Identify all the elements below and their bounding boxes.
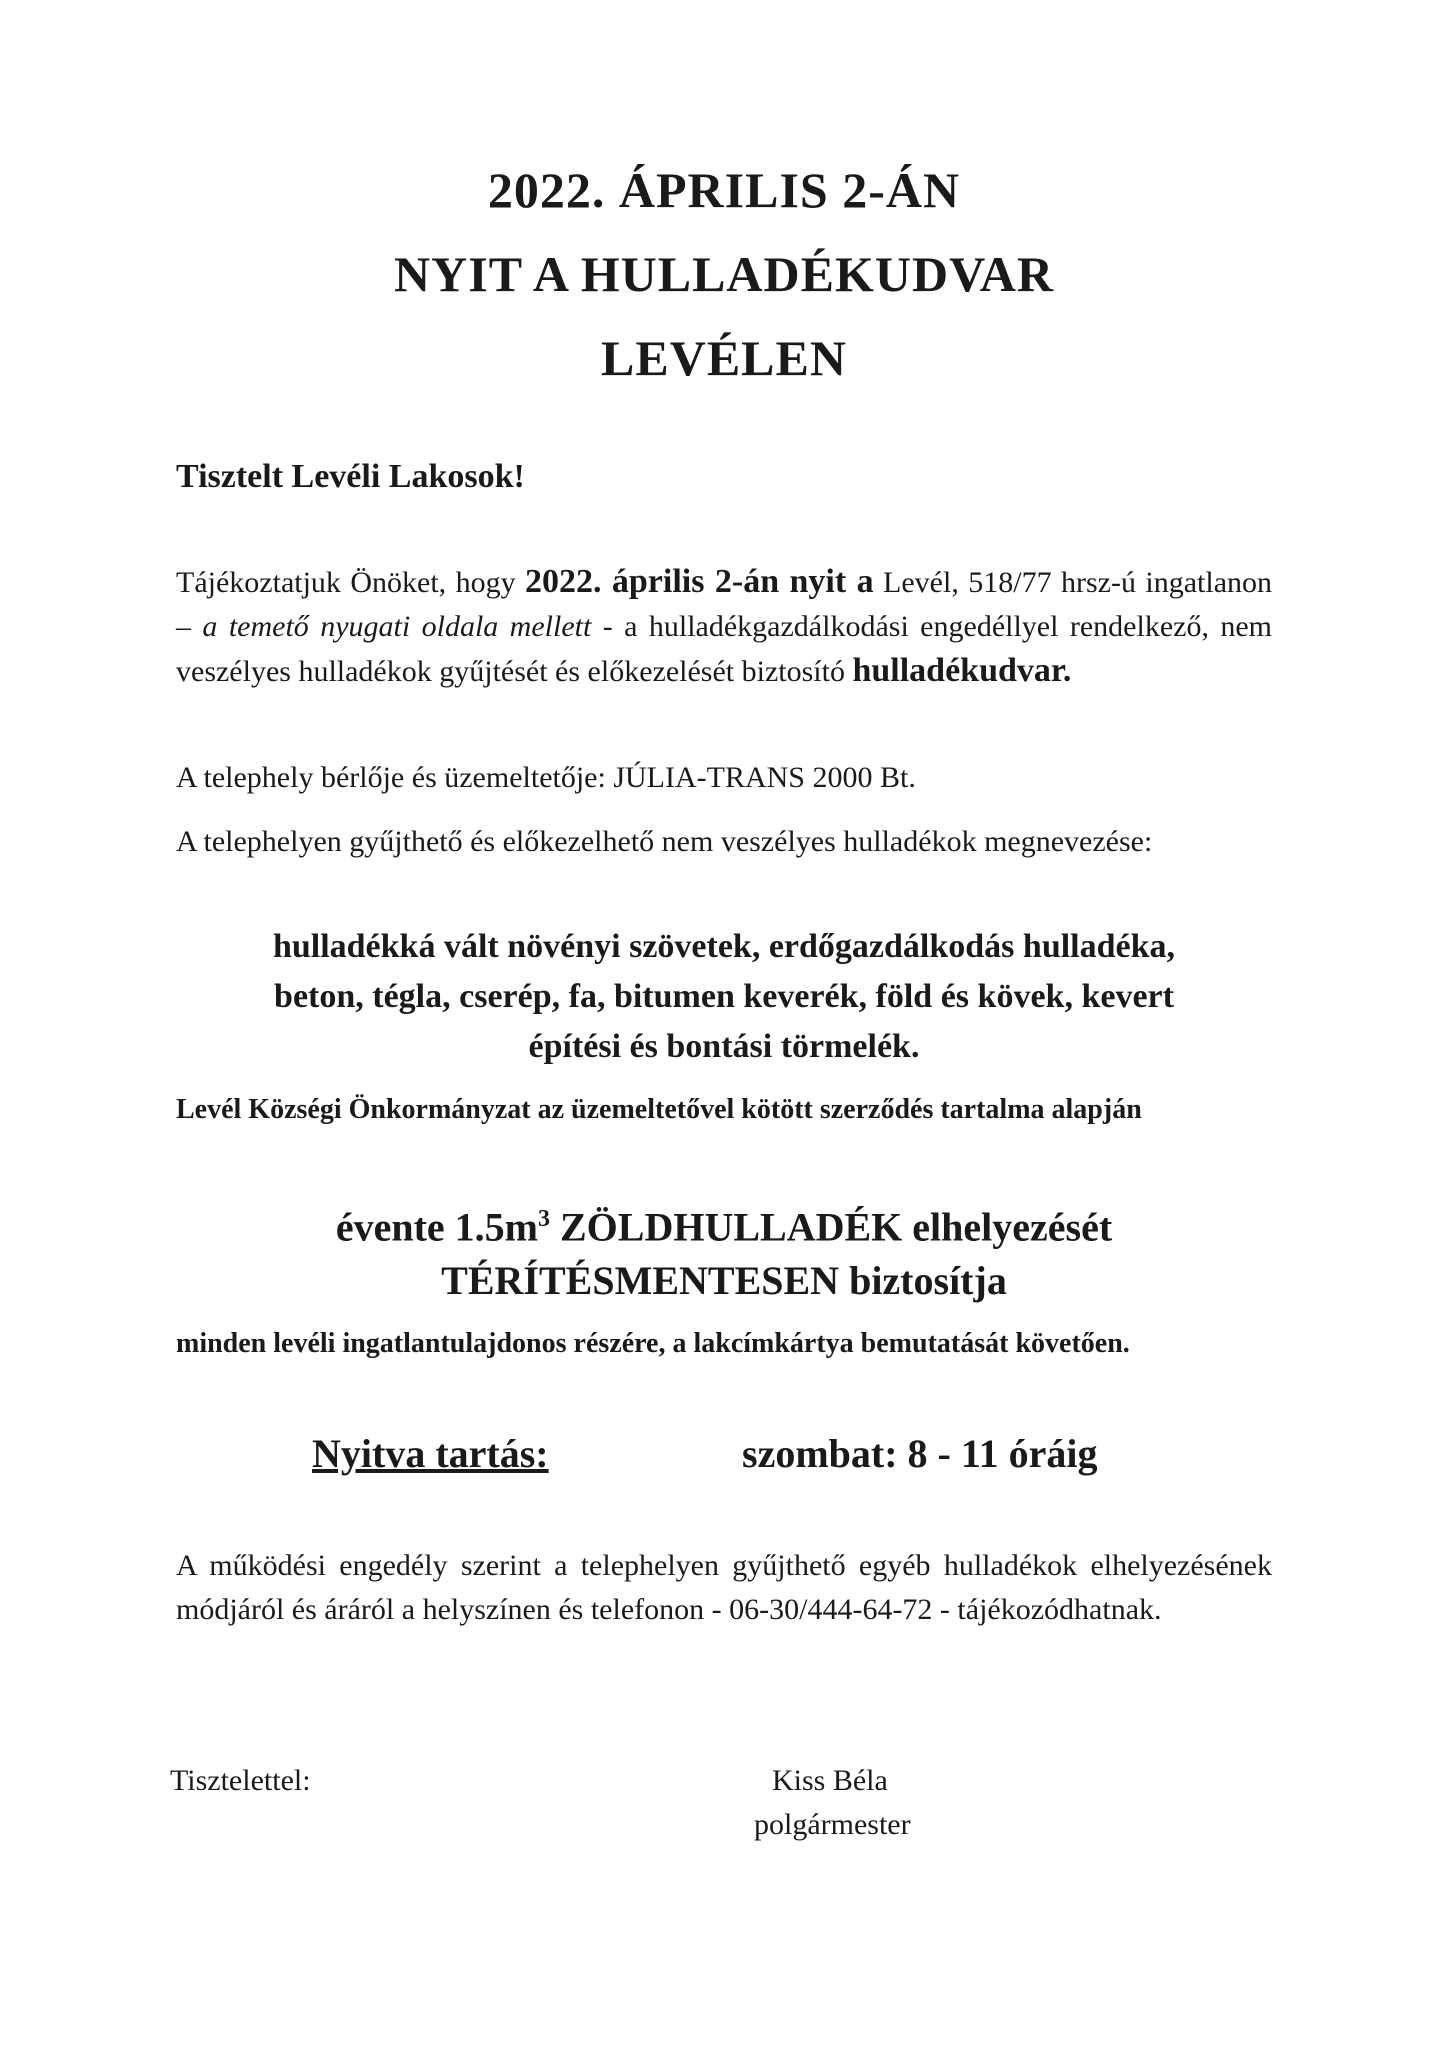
- intro-text-1: Tájékoztatjuk Önöket, hogy: [176, 566, 525, 599]
- title-line-location: LEVÉLEN: [601, 330, 847, 386]
- signer-name: Kiss Béla: [772, 1764, 888, 1797]
- intro-text-3: - a hulladékgazdálkodási engedéllyel rendelkező, nem veszélyes hulladékok gyűjtését és előkezelését biztosító: [176, 610, 1273, 688]
- intro-location-italic: a temető nyugati oldala mellett: [202, 610, 592, 643]
- free-offer-line-1: [176, 1192, 1272, 1254]
- greeting: Tisztelt Levéli Lakosok!: [176, 458, 525, 495]
- intro-text-2: Levél, 518/77 hrsz-ú ingatlanon –: [176, 566, 1273, 643]
- title-line-date: 2022. ÁPRILIS 2-ÁN: [487, 162, 961, 218]
- closing-salutation: Tisztelettel:: [170, 1764, 311, 1797]
- free-offer: [176, 1192, 1272, 1308]
- title-line-opening: NYIT A HULLADÉKUDVAR: [394, 246, 1054, 302]
- contract-paragraph: Levél Községi Önkormányzat az üzemeltetővel kötött szerződés tartalma alapján: [176, 1094, 1142, 1125]
- waste-list-line-2: beton, tégla, cserép, fa, bitumen keverék, föld és kövek, kevert: [274, 978, 1174, 1015]
- intro-paragraph: [176, 560, 1272, 694]
- intro-waste-yard-bold: hulladékudvar.: [852, 652, 1072, 689]
- free-offer-superscript: 3: [537, 1206, 550, 1232]
- opening-hours-value: szombat: 8 - 11 óráig: [742, 1431, 1098, 1476]
- opening-hours-label: Nyitva tartás:: [312, 1431, 549, 1476]
- intro-date-bold: 2022. április 2-án nyit a: [524, 563, 874, 600]
- waste-list-line-1: hulladékká vált növényi szövetek, erdőgazdálkodás hulladéka,: [272, 928, 1176, 965]
- waste-list: [176, 922, 1272, 1072]
- free-offer-post: ZÖLDHULLADÉK elhelyezését: [549, 1204, 1113, 1250]
- free-offer-pre: évente 1.5m: [335, 1204, 538, 1250]
- info-paragraph: A működési engedély szerint a telephelyen gyűjthető egyéb hulladékok elhelyezésének módjáról és áráról a helyszínen és telefonon - 06-30/444-64-72 - tájékozódhatnak.: [176, 1549, 1272, 1626]
- free-offer-line-2: TÉRÍTÉSMENTESEN biztosítja: [441, 1258, 1007, 1304]
- waste-intro: A telephelyen gyűjthető és előkezelhető nem veszélyes hulladékok megnevezése:: [176, 825, 1153, 858]
- signer-title: polgármester: [754, 1808, 911, 1841]
- operator-line: A telephely bérlője és üzemeltetője: JÚLIA-TRANS 2000 Bt.: [176, 761, 916, 794]
- eligibility-paragraph: minden levéli ingatlantulajdonos részére, a lakcímkártya bemutatását követően.: [176, 1328, 1130, 1359]
- waste-list-line-3: építési és bontási törmelék.: [528, 1028, 920, 1065]
